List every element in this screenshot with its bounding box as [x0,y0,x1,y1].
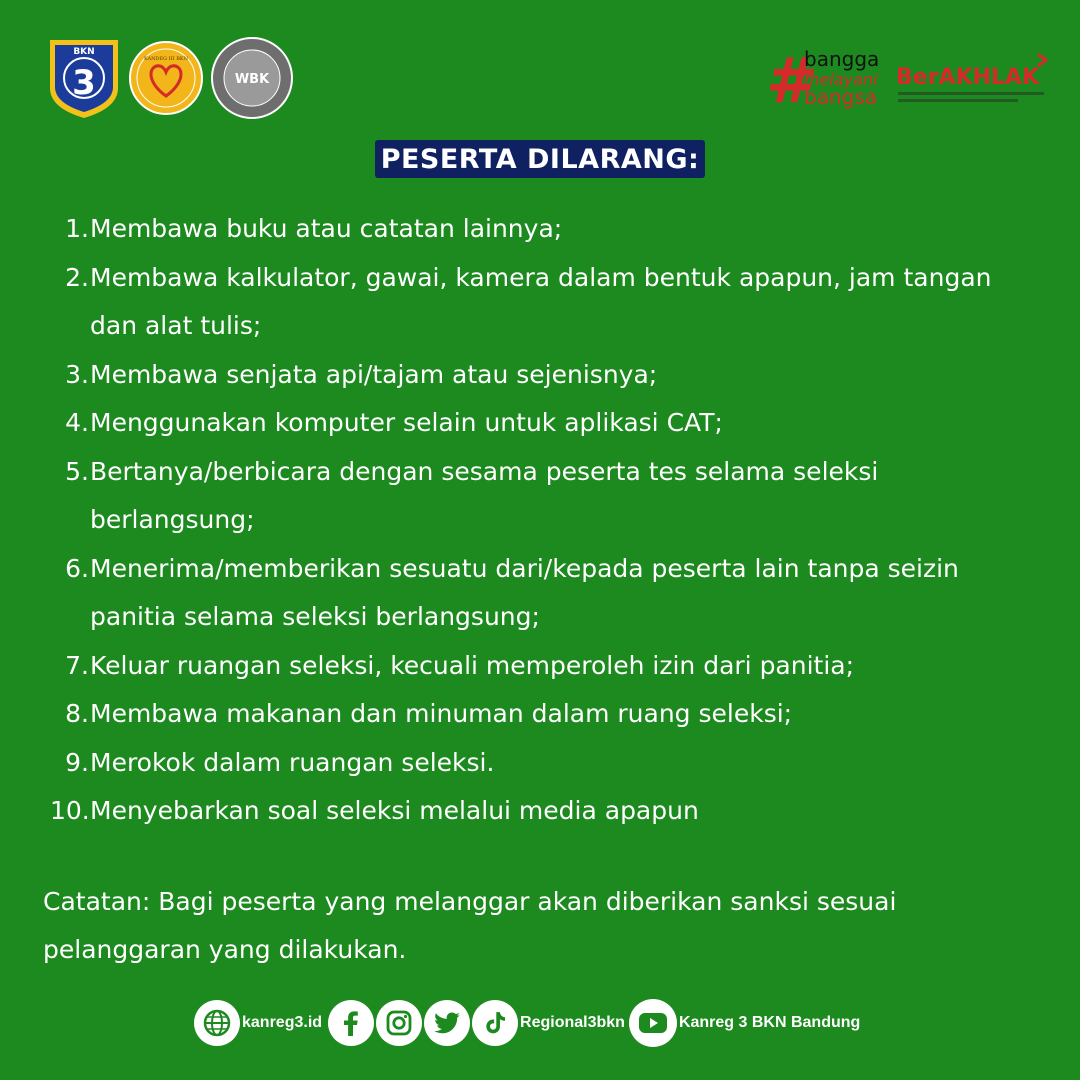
kandeg-logo [128,40,204,116]
page-title: PESERTA DILARANG: [375,140,706,178]
list-item-text: Menggunakan komputer selain untuk aplikasi CAT; [90,408,723,437]
list-item-text: Membawa makanan dan minuman dalam ruang seleksi; [90,699,793,728]
berakhlak-word: BerAKHLAK [896,65,1040,90]
bangga-melayani-bangsa-logo [762,44,892,110]
list-item-number: 7. [65,650,89,680]
partner-logos [46,36,294,120]
melayani-word: melayani [804,70,878,89]
list-item [50,448,1030,545]
tiktok-icon[interactable] [472,1000,518,1046]
list-item [50,690,1030,739]
list-item-number: 9. [65,747,89,777]
youtube-icon[interactable] [629,999,677,1047]
list-item-text: Membawa kalkulator, gawai, kamera dalam bentuk apapun, jam tangan dan alat tulis; [90,262,992,340]
twitter-icon[interactable] [424,1000,470,1046]
title-wrapper [0,140,1080,178]
instagram-icon[interactable] [376,1000,422,1046]
list-item-number: 8. [65,699,89,728]
list-item [50,351,1030,400]
list-item-text: Merokok dalam ruangan seleksi. [90,747,495,777]
list-item [50,545,1030,642]
brand-logos [762,44,1048,110]
facebook-icon[interactable] [328,1000,374,1046]
berakhlak-logo [892,44,1048,110]
footer-social-bar [194,998,860,1048]
rules-list [50,205,1030,836]
website-link[interactable]: kanreg3.id [242,1014,323,1031]
list-item-number: 1. [65,214,89,243]
list-item [50,739,1030,788]
list-item [50,787,1030,836]
list-item-text: Membawa senjata api/tajam atau sejenisnya; [90,359,658,389]
bangsa-word: bangsa [804,85,877,109]
list-item-number: 3. [65,359,89,389]
list-item [50,205,1030,254]
list-item-text: Bertanya/berbicara dengan sesama peserta tes selama seleksi berlangsung; [90,456,879,534]
list-item-text: Menerima/memberikan sesuatu dari/kepada peserta lain tanpa seizin panitia selama seleksi berlangsung; [90,553,959,631]
wbk-logo-text: WBK [234,72,270,87]
youtube-channel-link[interactable]: Kanreg 3 BKN Bandung [678,1014,861,1031]
list-item-text: Menyebarkan soal seleksi melalui media apapun [90,796,699,825]
list-item-number: 10. [50,796,90,825]
list-item [50,399,1030,448]
bangga-word: bangga [804,47,880,71]
bkn-badge-text: BKN [73,47,95,57]
wbk-zona-integritas-logo [210,36,294,120]
list-item [50,254,1030,351]
bkn-badge-number: 3 [72,63,96,103]
list-item-text: Membawa buku atau catatan lainnya; [90,214,563,243]
social-handle[interactable]: Regional3bkn [520,1014,625,1031]
list-item-number: 6. [65,553,89,583]
note-text: Catatan: Bagi peserta yang melanggar akan diberikan sanksi sesuai pelanggaran yang dilakukan. [43,887,897,964]
list-item-number: 2. [65,262,89,292]
hashtag-icon: # [766,44,818,110]
kandeg-logo-text: KANDEG III BKN [143,56,189,62]
list-item-number: 4. [65,408,89,437]
list-item [50,642,1030,691]
globe-icon[interactable] [194,1000,240,1046]
list-item-text: Keluar ruangan seleksi, kecuali memperoleh izin dari panitia; [90,650,855,680]
list-item-number: 5. [65,456,89,486]
bkn-regional-3-logo [46,36,122,120]
